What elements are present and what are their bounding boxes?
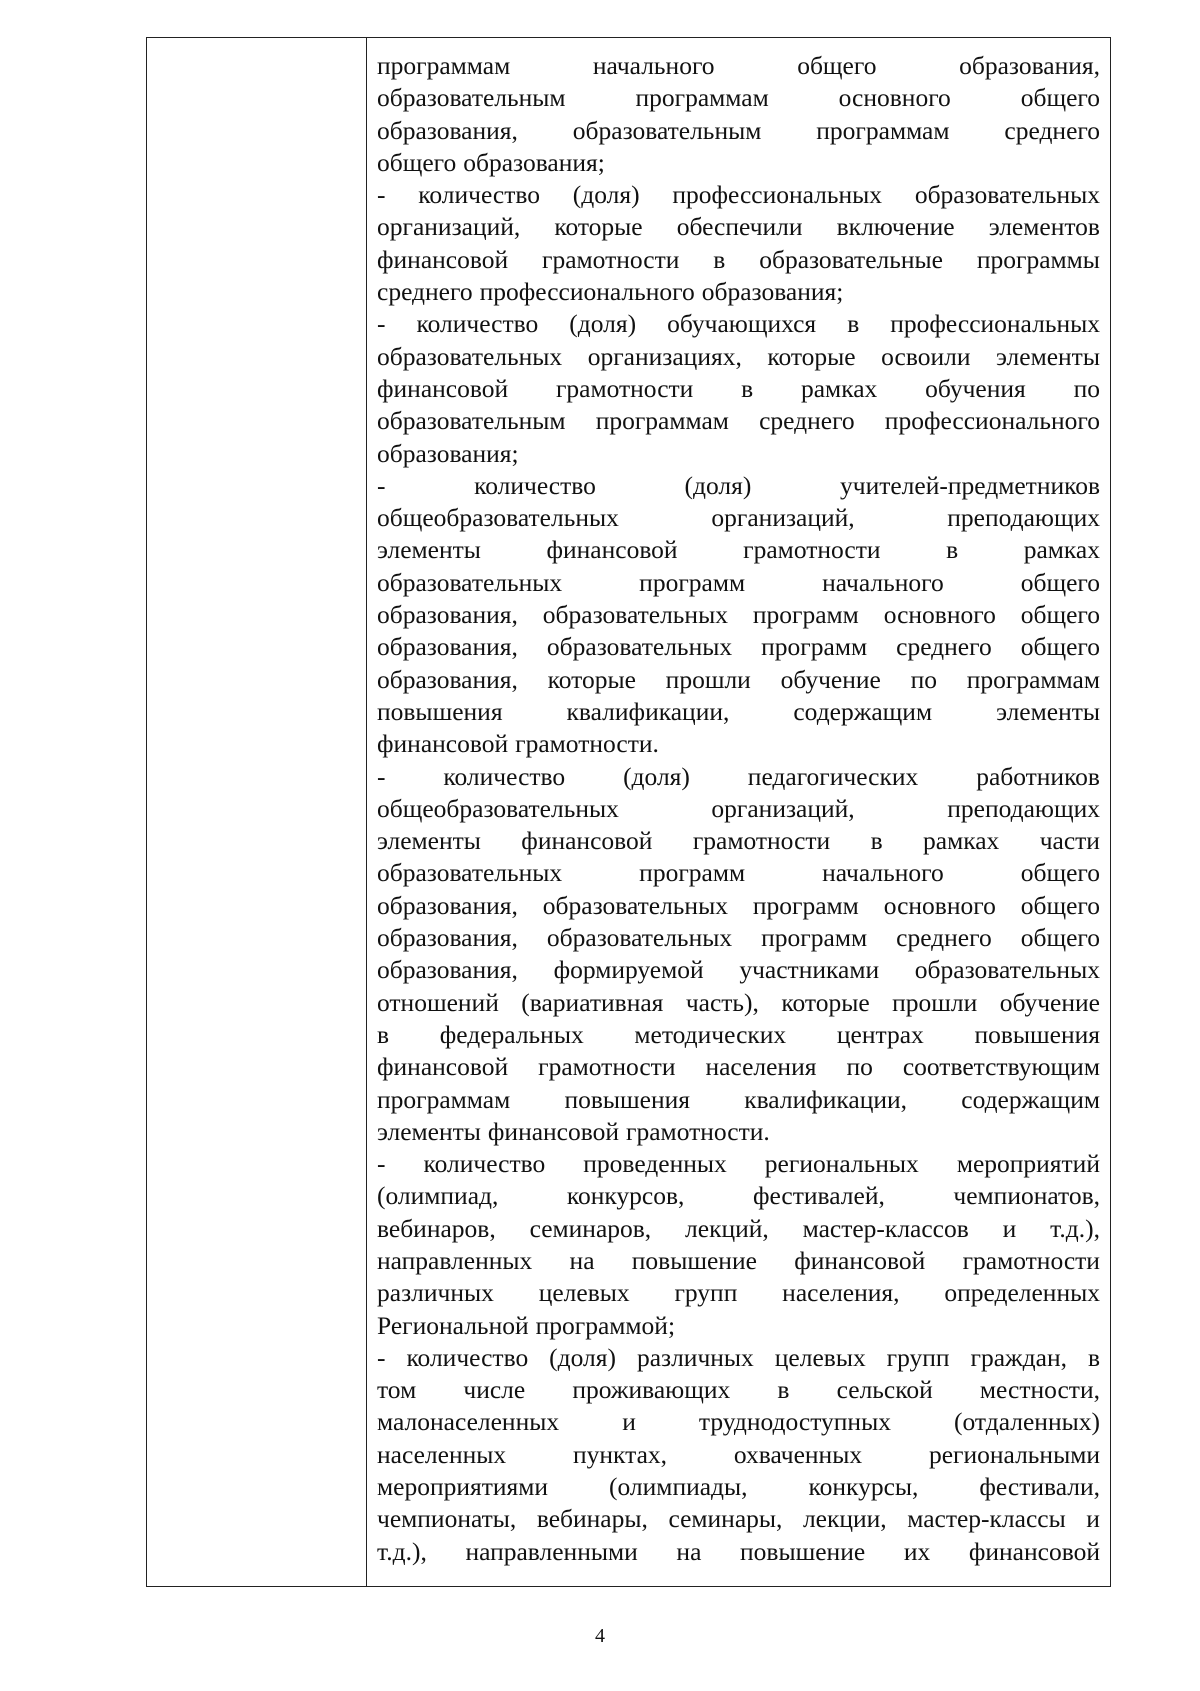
text-line xyxy=(377,793,1100,825)
text-word: фестивалей, xyxy=(752,1181,885,1211)
text-word: образования, xyxy=(959,51,1100,80)
text-word: финансовой xyxy=(794,1245,926,1275)
text-word: образования; xyxy=(701,277,844,307)
text-word: мастер-классы xyxy=(907,1504,1066,1534)
text-word: по xyxy=(910,664,937,694)
text-word: общеобразовательных xyxy=(377,503,619,533)
text-word: и xyxy=(1002,1213,1017,1243)
text-word: (вариативная xyxy=(521,987,664,1017)
text-word: отношений xyxy=(377,987,499,1017)
text-word: том xyxy=(377,1375,417,1405)
text-word: программам xyxy=(816,115,950,145)
text-word: освоили xyxy=(881,341,971,371)
text-word: которые xyxy=(781,987,870,1017)
text-word: программам xyxy=(377,1084,511,1114)
text-word: труднодоступных xyxy=(698,1407,891,1437)
text-word: начального xyxy=(822,858,944,888)
text-word: образовательным xyxy=(572,115,762,145)
text-word: образования, xyxy=(377,115,518,145)
text-word: организаций, xyxy=(711,503,855,533)
text-word: общего xyxy=(377,147,457,177)
text-line xyxy=(377,1536,1100,1568)
text-line xyxy=(377,502,1100,534)
text-line xyxy=(377,922,1100,954)
text-word: прошли xyxy=(665,664,751,694)
text-word: групп xyxy=(886,1342,950,1372)
text-word: общего xyxy=(1020,858,1100,888)
text-word: программ xyxy=(639,567,746,597)
text-word: количество xyxy=(418,180,540,210)
text-word: групп xyxy=(674,1278,738,1308)
content-table xyxy=(146,37,1111,1587)
table-left-cell xyxy=(147,38,367,1586)
text-word: образовательных xyxy=(546,923,733,953)
text-word: среднего xyxy=(896,632,992,662)
text-word: прошли xyxy=(892,987,978,1017)
text-word: населения xyxy=(705,1052,817,1082)
text-word: различных xyxy=(636,1342,754,1372)
text-word: обучения xyxy=(925,373,1026,403)
text-word: программы xyxy=(976,244,1100,274)
text-line xyxy=(377,244,1100,276)
text-word: рамках xyxy=(800,373,878,403)
text-word: программой; xyxy=(535,1310,676,1340)
text-word: образовательных xyxy=(377,858,563,888)
text-line xyxy=(377,631,1100,663)
text-word: общего xyxy=(1020,83,1100,113)
text-word: финансовой xyxy=(546,535,678,565)
text-line xyxy=(377,1019,1100,1051)
text-word: которые xyxy=(547,664,636,694)
text-word: вебинары, xyxy=(536,1504,648,1534)
text-word: включение xyxy=(836,212,955,242)
text-line xyxy=(377,1213,1100,1245)
text-line xyxy=(377,308,1100,340)
text-word: элементы xyxy=(377,1116,481,1146)
text-line xyxy=(377,1148,1100,1180)
text-word: финансовой xyxy=(968,1536,1100,1566)
text-word: финансовой xyxy=(377,244,509,274)
text-line xyxy=(377,1374,1100,1406)
text-word: чемпионаты, xyxy=(377,1504,517,1534)
text-word: профессиональных xyxy=(672,180,883,210)
text-word: работников xyxy=(976,761,1100,791)
text-line xyxy=(377,987,1100,1019)
text-word: в xyxy=(777,1375,790,1405)
text-word: числе xyxy=(463,1375,526,1405)
text-word: организациях, xyxy=(587,341,742,371)
text-word: элементы xyxy=(996,696,1100,726)
text-word: грамотности xyxy=(743,535,881,565)
text-word: образовательные xyxy=(759,244,943,274)
text-word: количество xyxy=(443,761,566,791)
text-word: элементы xyxy=(996,341,1100,371)
text-word: соответствующим xyxy=(902,1052,1100,1082)
text-line xyxy=(377,599,1100,631)
text-word: пунктах, xyxy=(573,1439,668,1469)
text-word: повышения xyxy=(564,1084,690,1114)
text-word: грамотности. xyxy=(515,729,659,759)
text-word: организаций, xyxy=(711,793,855,823)
text-word: (доля) xyxy=(572,180,640,210)
text-word: образования, xyxy=(377,890,518,920)
text-line xyxy=(377,50,1100,82)
text-word: элементов xyxy=(988,212,1100,242)
text-word: сельской xyxy=(836,1375,933,1405)
text-word: в xyxy=(741,373,754,403)
text-word: их xyxy=(903,1536,931,1566)
text-word: центрах xyxy=(836,1019,924,1049)
text-word: финансовой xyxy=(377,729,509,759)
text-line xyxy=(377,1051,1100,1083)
text-line xyxy=(377,890,1100,922)
text-word: обучение xyxy=(999,987,1100,1017)
text-word: целевых xyxy=(538,1278,630,1308)
text-word: граждан, xyxy=(970,1342,1067,1372)
text-word: региональными xyxy=(928,1439,1100,1469)
text-word: определенных xyxy=(944,1278,1100,1308)
text-line xyxy=(377,1406,1100,1438)
text-word: малонаселенных xyxy=(377,1407,560,1437)
text-word: преподающих xyxy=(947,793,1100,823)
text-word: элементы xyxy=(377,535,481,565)
text-word: в xyxy=(847,309,860,339)
text-word: повышение xyxy=(631,1245,757,1275)
text-line xyxy=(377,276,1100,308)
text-word: - xyxy=(377,180,386,210)
text-word: общего xyxy=(1020,567,1100,597)
text-word: повышения xyxy=(377,696,503,726)
text-word: участниками xyxy=(739,955,880,985)
text-line xyxy=(377,1084,1100,1116)
text-word: населенных xyxy=(377,1439,507,1469)
text-line xyxy=(377,1245,1100,1277)
text-word: (олимпиад, xyxy=(377,1181,499,1211)
text-word: конкурсы, xyxy=(808,1472,919,1502)
text-word: общеобразовательных xyxy=(377,793,619,823)
text-word: в xyxy=(1087,1342,1100,1372)
text-word: семинаров, xyxy=(529,1213,652,1243)
text-word: начального xyxy=(822,567,944,597)
text-line xyxy=(377,761,1100,793)
text-word: проведенных xyxy=(583,1149,727,1179)
text-line xyxy=(377,728,1100,760)
text-word: лекции, xyxy=(802,1504,887,1534)
text-word: грамотности xyxy=(555,373,694,403)
text-word: образования; xyxy=(377,438,519,468)
text-word: грамотности xyxy=(692,826,831,856)
text-word: обучение xyxy=(780,664,881,694)
text-word: профессионального xyxy=(884,406,1100,436)
text-word: образования, xyxy=(377,600,518,630)
text-word: и xyxy=(1086,1504,1100,1534)
text-word: т.д.), xyxy=(377,1536,427,1566)
text-word: программ xyxy=(761,923,868,953)
text-word: грамотности xyxy=(962,1245,1100,1275)
text-word: квалификации, xyxy=(566,696,730,726)
text-word: на xyxy=(676,1536,702,1566)
text-word: образования, xyxy=(377,664,518,694)
text-word: направленными xyxy=(465,1536,638,1566)
text-word: содержащим xyxy=(961,1084,1100,1114)
text-word: вебинаров, xyxy=(377,1213,496,1243)
text-word: начального xyxy=(592,51,715,80)
text-word: профессионального xyxy=(479,277,695,307)
text-word: грамотности xyxy=(538,1052,676,1082)
text-word: организаций, xyxy=(377,212,521,242)
text-word: образования; xyxy=(463,147,605,177)
text-line xyxy=(377,82,1100,114)
text-word: финансовой xyxy=(487,1116,620,1146)
text-word: преподающих xyxy=(947,503,1100,533)
text-word: грамотности. xyxy=(626,1116,770,1146)
text-word: часть), xyxy=(685,987,759,1017)
text-word: программам xyxy=(377,51,511,80)
text-line xyxy=(377,341,1100,373)
text-word: различных xyxy=(377,1278,494,1308)
text-word: (олимпиады, xyxy=(609,1472,748,1502)
text-word: местности, xyxy=(979,1375,1100,1405)
text-word: общего xyxy=(797,51,877,80)
text-word: образования, xyxy=(377,632,518,662)
text-word: рамках xyxy=(1023,535,1100,565)
text-word: - xyxy=(377,470,386,500)
text-word: мероприятиями xyxy=(377,1472,549,1502)
text-word: программам xyxy=(635,83,769,113)
text-word: педагогических xyxy=(747,761,919,791)
text-line xyxy=(377,954,1100,986)
text-word: учителей-предметников xyxy=(840,470,1100,500)
text-word: общего xyxy=(1020,600,1100,630)
text-word: целевых xyxy=(774,1342,866,1372)
text-word: (отдаленных) xyxy=(954,1407,1100,1437)
text-word: образовательных xyxy=(914,955,1100,985)
text-word: федеральных xyxy=(439,1019,584,1049)
text-word: - xyxy=(377,309,386,339)
text-word: финансовой xyxy=(377,373,509,403)
text-word: программ xyxy=(752,890,859,920)
text-word: среднего xyxy=(377,277,473,307)
text-word: программам xyxy=(966,664,1100,694)
text-word: (доля) xyxy=(684,470,752,500)
text-word: населения, xyxy=(782,1278,900,1308)
text-word: общего xyxy=(1020,632,1100,662)
text-line xyxy=(377,567,1100,599)
text-word: фестивали, xyxy=(979,1472,1100,1502)
text-word: (доля) xyxy=(569,309,637,339)
text-word: обеспечили xyxy=(676,212,803,242)
text-word: по xyxy=(846,1052,873,1082)
text-word: образовательным xyxy=(377,406,566,436)
text-line xyxy=(377,534,1100,566)
text-word: количество xyxy=(423,1149,546,1179)
text-line xyxy=(377,373,1100,405)
text-word: региональных xyxy=(764,1149,919,1179)
page-number: 4 xyxy=(595,1625,605,1647)
text-word: образовательных xyxy=(546,632,733,662)
text-word: (доля) xyxy=(549,1342,616,1372)
text-word: образовательным xyxy=(377,83,566,113)
text-word: образования, xyxy=(377,955,518,985)
text-word: содержащим xyxy=(793,696,933,726)
text-line xyxy=(377,211,1100,243)
text-word: лекций, xyxy=(685,1213,769,1243)
text-line xyxy=(377,1116,1100,1148)
text-line xyxy=(377,825,1100,857)
text-line xyxy=(377,696,1100,728)
text-word: по xyxy=(1073,373,1100,403)
text-word: программам xyxy=(595,406,729,436)
text-word: основного xyxy=(883,890,996,920)
text-word: обучающихся xyxy=(667,309,817,339)
text-line xyxy=(377,179,1100,211)
text-line xyxy=(377,438,1100,470)
text-word: среднего xyxy=(896,923,992,953)
text-word: которые xyxy=(767,341,856,371)
text-word: т.д.), xyxy=(1050,1213,1100,1243)
text-word: мастер-классов xyxy=(802,1213,969,1243)
text-line xyxy=(377,1342,1100,1374)
text-word: которые xyxy=(554,212,643,242)
text-line xyxy=(377,115,1100,147)
text-word: грамотности xyxy=(542,244,680,274)
text-word: в xyxy=(946,535,959,565)
text-word: мероприятий xyxy=(956,1149,1100,1179)
text-line xyxy=(377,664,1100,696)
text-word: на xyxy=(569,1245,595,1275)
text-word: количество xyxy=(406,1342,529,1372)
text-line xyxy=(377,405,1100,437)
text-word: конкурсов, xyxy=(566,1181,685,1211)
text-word: квалификации, xyxy=(744,1084,908,1114)
text-word: - xyxy=(377,761,386,791)
text-word: элементы xyxy=(377,826,481,856)
text-word: среднего xyxy=(759,406,855,436)
text-word: среднего xyxy=(1004,115,1100,145)
text-word: образовательных xyxy=(914,180,1100,210)
text-line xyxy=(377,470,1100,502)
text-word: образования, xyxy=(377,923,518,953)
text-word: образовательных xyxy=(542,600,728,630)
text-word: направленных xyxy=(377,1245,533,1275)
text-word: образовательных xyxy=(377,567,563,597)
text-word: чемпионатов, xyxy=(953,1181,1100,1211)
text-line xyxy=(377,1277,1100,1309)
table-right-cell xyxy=(367,38,1110,1586)
text-word: финансовой xyxy=(377,1052,509,1082)
text-line xyxy=(377,857,1100,889)
text-word: общего xyxy=(1020,890,1100,920)
text-word: формируемой xyxy=(553,955,704,985)
text-word: в xyxy=(377,1019,390,1049)
text-word: рамках xyxy=(923,826,1000,856)
text-word: - xyxy=(377,1342,386,1372)
text-word: (доля) xyxy=(623,761,690,791)
text-word: общего xyxy=(1020,923,1100,953)
text-word: проживающих xyxy=(572,1375,731,1405)
text-word: повышения xyxy=(974,1019,1100,1049)
text-word: основного xyxy=(883,600,996,630)
text-line xyxy=(377,1180,1100,1212)
text-word: образовательных xyxy=(377,341,563,371)
text-word: и xyxy=(622,1407,636,1437)
text-word: части xyxy=(1039,826,1100,856)
text-word: программ xyxy=(761,632,868,662)
text-word: финансовой xyxy=(521,826,653,856)
text-word: - xyxy=(377,1149,386,1179)
text-word: повышение xyxy=(740,1536,866,1566)
text-line xyxy=(377,1439,1100,1471)
text-word: охваченных xyxy=(733,1439,863,1469)
text-word: основного xyxy=(838,83,951,113)
text-line xyxy=(377,1503,1100,1535)
text-word: профессиональных xyxy=(890,309,1100,339)
text-word: в xyxy=(713,244,726,274)
text-word: программ xyxy=(639,858,746,888)
text-word: семинары, xyxy=(668,1504,783,1534)
text-line xyxy=(377,147,1100,179)
text-word: Региональной xyxy=(377,1310,529,1340)
text-word: количество xyxy=(474,470,596,500)
text-word: методических xyxy=(634,1019,787,1049)
text-word: количество xyxy=(416,309,539,339)
text-word: программ xyxy=(752,600,859,630)
text-word: в xyxy=(870,826,883,856)
text-word: образовательных xyxy=(542,890,728,920)
text-line xyxy=(377,1471,1100,1503)
text-line xyxy=(377,1310,1100,1342)
